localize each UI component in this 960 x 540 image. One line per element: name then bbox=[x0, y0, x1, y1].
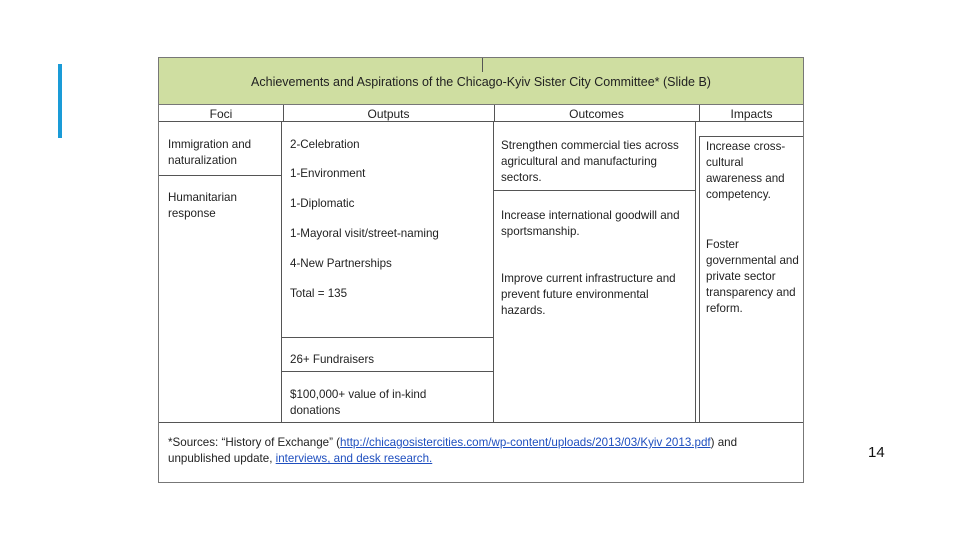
output-item: $100,000+ value of in-kind donations bbox=[290, 388, 427, 417]
outcomes-divider bbox=[493, 190, 696, 191]
output-item: 4-New Partnerships bbox=[290, 257, 392, 270]
column-header-foci: Foci bbox=[209, 107, 233, 121]
header-divider bbox=[494, 105, 495, 121]
column-header-outputs: Outputs bbox=[367, 107, 410, 121]
column-header-outcomes: Outcomes bbox=[569, 107, 624, 121]
outcome-item: Improve current infrastructure and prevent future environmental hazards. bbox=[501, 272, 676, 317]
output-item: 1-Diplomatic bbox=[290, 197, 355, 210]
impact-item: Increase cross-cultural awareness and competency. bbox=[706, 140, 786, 201]
figure-title: Achievements and Aspirations of the Chicago-Kyiv Sister City Committee* (Slide B) bbox=[251, 75, 711, 89]
slide-number: 14 bbox=[868, 444, 885, 461]
outputs-left-border bbox=[281, 121, 282, 422]
header-rule bbox=[159, 121, 803, 122]
outputs-divider bbox=[281, 371, 493, 372]
column-header-impacts: Impacts bbox=[730, 107, 773, 121]
logic-model-figure bbox=[158, 57, 804, 483]
title-tick bbox=[482, 58, 483, 72]
header-divider bbox=[699, 105, 700, 121]
outcome-item: Increase international goodwill and sportsmanship. bbox=[501, 209, 680, 238]
sources-link-pdf[interactable]: http://chicagosistercities.com/wp-content/uploads/2013/03/Kyiv 2013.pdf bbox=[340, 436, 711, 449]
foci-divider bbox=[159, 175, 281, 176]
header-divider bbox=[283, 105, 284, 121]
output-item: 1-Environment bbox=[290, 167, 366, 180]
outcome-item: Strengthen commercial ties across agricultural and manufacturing sectors. bbox=[501, 139, 679, 184]
sources-note bbox=[168, 435, 788, 467]
outputs-divider bbox=[281, 337, 493, 338]
impacts-top-border bbox=[699, 136, 803, 137]
foci-item: Immigration and naturalization bbox=[168, 138, 252, 167]
impact-item: Foster governmental and private sector transparency and reform. bbox=[706, 238, 799, 315]
output-item: 1-Mayoral visit/street-naming bbox=[290, 227, 439, 240]
impacts-left-border bbox=[699, 136, 700, 422]
output-total: Total = 135 bbox=[290, 287, 348, 300]
accent-bar bbox=[58, 64, 62, 138]
output-item: 2-Celebration bbox=[290, 138, 360, 151]
title-band bbox=[159, 58, 803, 105]
foci-item: Humanitarian response bbox=[168, 191, 237, 220]
output-item: 26+ Fundraisers bbox=[290, 353, 375, 366]
sources-middle: ) and unpublished update, bbox=[168, 436, 738, 465]
sources-link-research[interactable]: interviews, and desk research. bbox=[275, 452, 433, 465]
sources-rule bbox=[159, 422, 803, 423]
outcomes-right-border bbox=[695, 121, 696, 422]
sources-prefix: *Sources: “History of Exchange” ( bbox=[168, 436, 341, 449]
outcomes-left-border bbox=[493, 121, 494, 422]
